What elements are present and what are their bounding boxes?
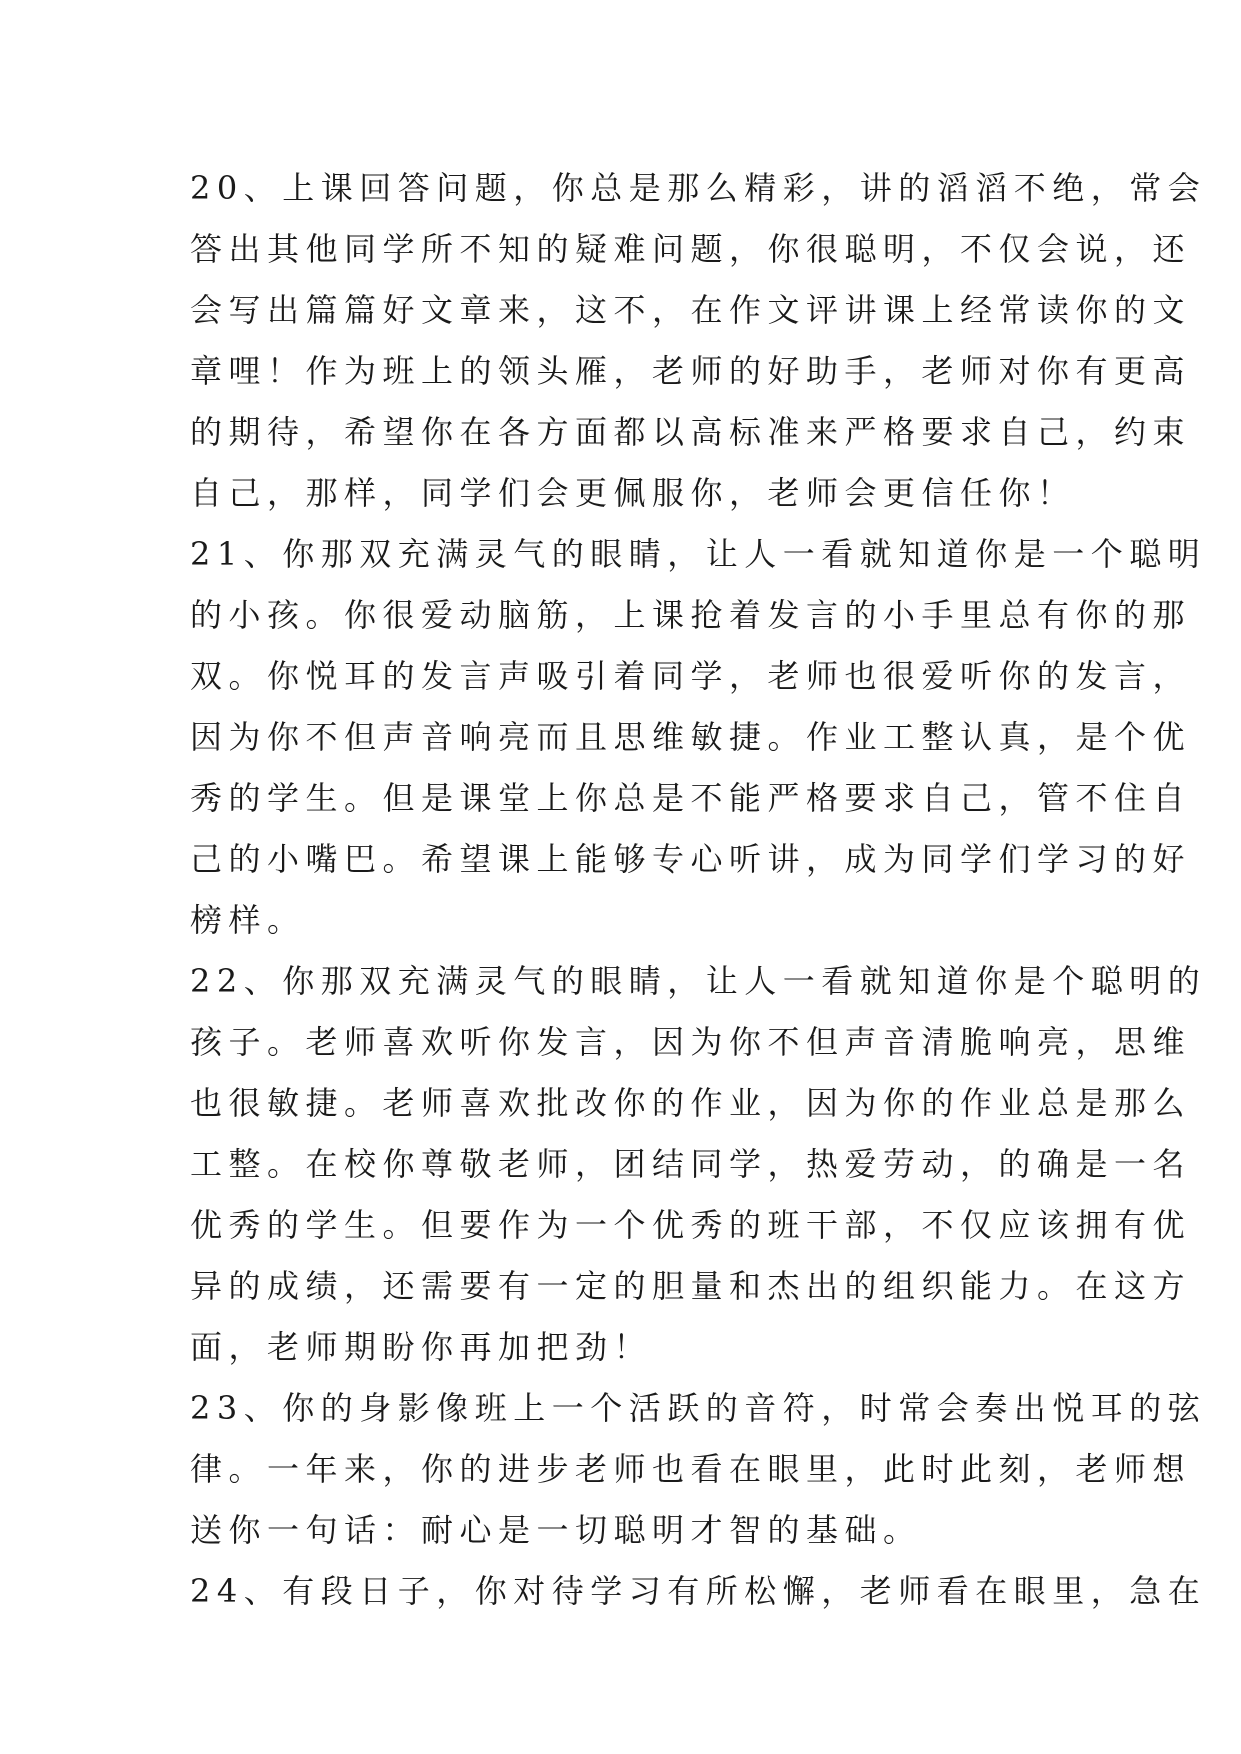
text-line: 异的成绩，还需要有一定的胆量和杰出的组织能力。在这方 (190, 1267, 1192, 1305)
comment-paragraph-21 (190, 524, 1207, 951)
text-line: 22、你那双充满灵气的眼睛，让人一看就知道你是个聪明的 (190, 962, 1207, 1000)
text-line: 23、你的身影像班上一个活跃的音符，时常会奏出悦耳的弦 (190, 1389, 1207, 1427)
document-body (190, 158, 1207, 1622)
text-line: 榜样。 (190, 901, 306, 939)
comment-paragraph-22 (190, 951, 1207, 1378)
text-line: 会写出篇篇好文章来，这不，在作文评讲课上经常读你的文 (190, 291, 1192, 329)
text-line: 工整。在校你尊敬老师，团结同学，热爱劳动，的确是一名 (190, 1145, 1192, 1183)
text-line: 的期待，希望你在各方面都以高标准来严格要求自己，约束 (190, 413, 1192, 451)
text-line: 答出其他同学所不知的疑难问题，你很聪明，不仅会说，还 (190, 230, 1192, 268)
text-line: 双。你悦耳的发言声吸引着同学，老师也很爱听你的发言， (190, 657, 1192, 695)
text-line: 21、你那双充满灵气的眼睛，让人一看就知道你是一个聪明 (190, 535, 1207, 573)
text-line: 自己，那样，同学们会更佩服你，老师会更信任你！ (190, 474, 1076, 512)
text-line: 20、上课回答问题，你总是那么精彩，讲的滔滔不绝，常会 (190, 169, 1207, 207)
text-line: 因为你不但声音响亮而且思维敏捷。作业工整认真，是个优 (190, 718, 1192, 756)
text-line: 己的小嘴巴。希望课上能够专心听讲，成为同学们学习的好 (190, 840, 1192, 878)
text-line: 优秀的学生。但要作为一个优秀的班干部，不仅应该拥有优 (190, 1206, 1192, 1244)
text-line: 孩子。老师喜欢听你发言，因为你不但声音清脆响亮，思维 (190, 1023, 1192, 1061)
text-line: 的小孩。你很爱动脑筋，上课抢着发言的小手里总有你的那 (190, 596, 1192, 634)
comment-paragraph-20 (190, 158, 1207, 524)
text-line: 章哩！作为班上的领头雁，老师的好助手，老师对你有更高 (190, 352, 1192, 390)
text-line: 律。一年来，你的进步老师也看在眼里，此时此刻，老师想 (190, 1450, 1192, 1488)
text-line: 24、有段日子，你对待学习有所松懈，老师看在眼里，急在 (190, 1572, 1207, 1610)
text-line: 面，老师期盼你再加把劲！ (190, 1328, 653, 1366)
text-line: 秀的学生。但是课堂上你总是不能严格要求自己，管不住自 (190, 779, 1192, 817)
text-line: 送你一句话：耐心是一切聪明才智的基础。 (190, 1511, 922, 1549)
text-line: 也很敏捷。老师喜欢批改你的作业，因为你的作业总是那么 (190, 1084, 1192, 1122)
comment-paragraph-24 (190, 1561, 1207, 1622)
comment-paragraph-23 (190, 1378, 1207, 1561)
